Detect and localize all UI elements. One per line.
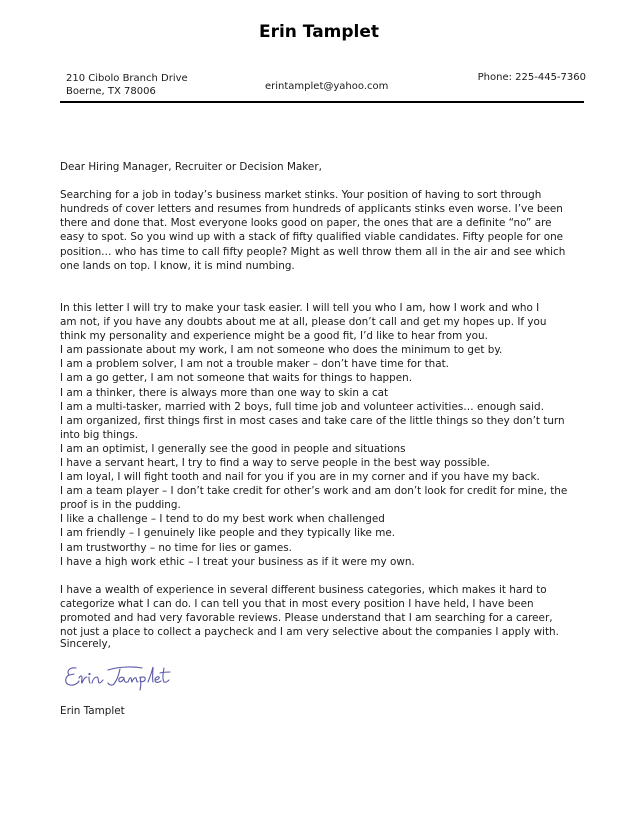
paragraph-2 <box>60 301 582 569</box>
closing: Sincerely, <box>60 638 111 650</box>
paragraph-3 <box>60 583 582 639</box>
letter-line: Searching for a job in today’s business market stinks. Your position of having to sort through <box>60 189 542 202</box>
email-address: erintamplet@yahoo.com <box>265 81 389 92</box>
letter-line: there and done that. Most everyone looks good on paper, the ones that are a definite “no” are <box>60 217 552 230</box>
salutation: Dear Hiring Manager, Recruiter or Decision Maker, <box>60 161 322 173</box>
letter-line: I am a team player – I don’t take credit for other’s work and am don’t look for credit for mine, the <box>60 485 568 498</box>
phone-number: Phone: 225-445-7360 <box>477 72 586 83</box>
letter-body <box>60 160 582 639</box>
signature-image <box>62 662 232 692</box>
letter-line: proof is in the pudding. <box>60 499 181 512</box>
paragraph-gap <box>60 569 582 583</box>
address-line-2: Boerne, TX 78006 <box>66 86 156 97</box>
address-line-1: 210 Cibolo Branch Drive <box>66 73 188 84</box>
letter-line: am not, if you have any doubts about me at all, please don’t call and get my hopes up. If you <box>60 316 547 329</box>
header-divider <box>60 101 584 103</box>
signer-name: Erin Tamplet <box>60 705 125 717</box>
letter-line: I am a thinker, there is always more than one way to skin a cat <box>60 386 389 399</box>
letter-line: promoted and had very favorable reviews. Please understand that I am searching for a career, <box>60 612 553 624</box>
applicant-name: Erin Tamplet <box>258 22 380 42</box>
letter-line: I am a multi-tasker, married with 2 boys, full time job and volunteer activities… enough said. <box>60 400 544 413</box>
letter-line: I am passionate about my work, I am not someone who does the minimum to get by. <box>60 344 503 357</box>
paragraph-gap <box>60 287 582 301</box>
letter-line: I am organized, first things first in most cases and take care of the little things so they don’t turn <box>60 414 565 427</box>
address-block <box>66 72 188 98</box>
letter-line: I like a challenge – I tend to do my best work when challenged <box>60 513 385 526</box>
paragraph-1 <box>60 188 582 273</box>
letter-line: position… who has time to call fifty people? Might as well throw them all in the air and see which <box>60 245 566 258</box>
letter-line: I have a high work ethic – I treat your business as if it were my own. <box>60 555 415 568</box>
letter-line: I am a problem solver, I am not a trouble maker – don’t have time for that. <box>60 358 449 371</box>
letter-line: I am friendly – I genuinely like people and they typically like me. <box>60 527 396 540</box>
letter-line: I am loyal, I will fight tooth and nail for you if you are in my corner and if you have my back. <box>60 471 540 484</box>
letter-line: In this letter I will try to make your task easier. I will tell you who I am, how I work and who I <box>60 301 540 314</box>
letter-line: think my personality and experience might be a good fit, I’d like to hear from you. <box>60 330 488 343</box>
letter-line: categorize what I can do. I can tell you that in most every position I have held, I have been <box>60 597 534 610</box>
letter-line: into big things. <box>60 428 139 441</box>
letter-line: easy to spot. So you wind up with a stack of fifty qualified viable candidates. Fifty people for one <box>60 231 564 244</box>
letter-line: I am trustworthy – no time for lies or games. <box>60 541 292 554</box>
letter-line: hundreds of cover letters and resumes from hundreds of applicants stinks even worse. I’ve been <box>60 203 563 216</box>
letter-line: one lands on top. I know, it is mind numbing. <box>60 259 295 272</box>
paragraph-gap <box>60 273 582 287</box>
paragraph-gap <box>60 174 582 188</box>
letter-line: not just a place to collect a paycheck and I am very selective about the companies I apply with. <box>60 626 559 639</box>
letter-line: I have a servant heart, I try to find a way to serve people in the best way possible. <box>60 456 490 469</box>
letter-line: I have a wealth of experience in several different business categories, which makes it hard to <box>60 583 547 596</box>
letter-line: I am an optimist, I generally see the good in people and situations <box>60 442 406 455</box>
letter-line: I am a go getter, I am not someone that waits for things to happen. <box>60 372 413 385</box>
